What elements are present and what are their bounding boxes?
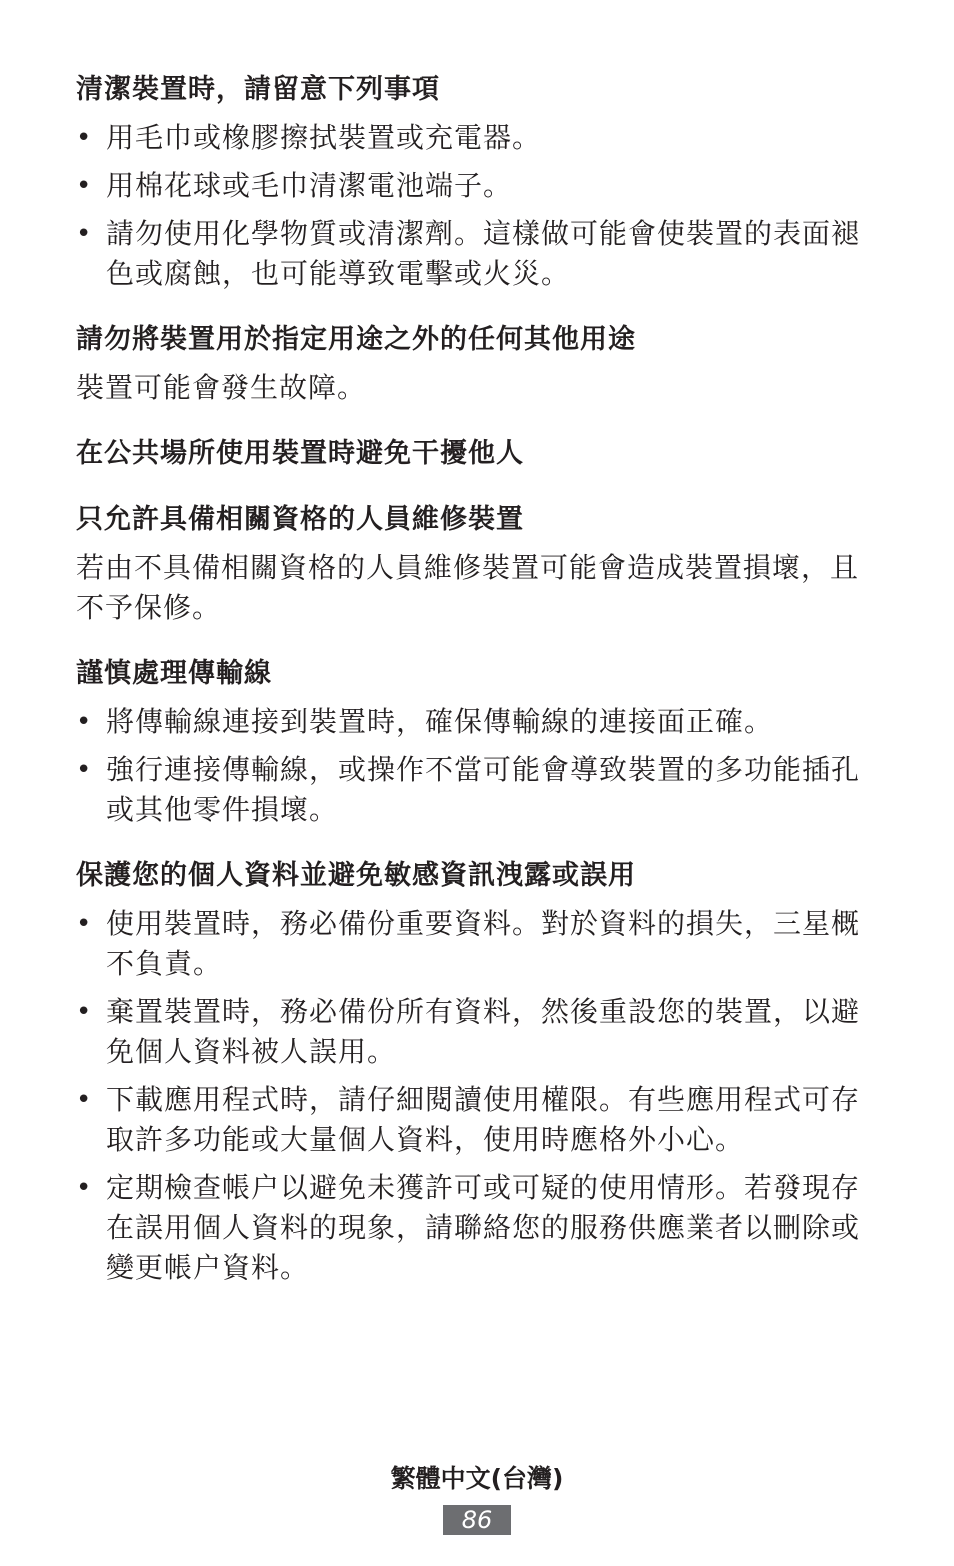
bullet-icon: • xyxy=(76,219,93,249)
list-item: • 定期檢查帳户以避免未獲許可或可疑的使用情形。若發現存在誤用個人資料的現象，請聯絡您的服務供應業者以刪除或變更帳户資料。 xyxy=(76,1168,876,1288)
section-heading-intended-use: 請勿將裝置用於指定用途之外的任何其他用途 xyxy=(76,324,636,355)
cleaning-bullet-list xyxy=(76,118,876,294)
cables-bullet-list xyxy=(76,702,876,830)
document-body xyxy=(76,70,876,1288)
list-item: • 強行連接傳輸線，或操作不當可能會導致裝置的多功能插孔或其他零件損壞。 xyxy=(76,750,876,830)
section-heading-public-use: 在公共場所使用裝置時避免干擾他人 xyxy=(76,438,524,469)
list-item: • 使用裝置時，務必備份重要資料。對於資料的損失，三星概不負責。 xyxy=(76,904,876,984)
bullet-icon: • xyxy=(76,171,93,201)
list-item: • 將傳輸線連接到裝置時，確保傳輸線的連接面正確。 xyxy=(76,702,876,742)
footer-language-label: 繁體中文(台灣) xyxy=(390,1464,564,1493)
section-heading-cables: 謹慎處理傳輸線 xyxy=(76,658,272,689)
bullet-icon: • xyxy=(76,909,93,939)
list-item: • 棄置裝置時，務必備份所有資料，然後重設您的裝置，以避免個人資料被人誤用。 xyxy=(76,992,876,1072)
section-heading-cleaning: 清潔裝置時，請留意下列事項 xyxy=(76,74,440,105)
section-heading-repair: 只允許具備相關資格的人員維修裝置 xyxy=(76,504,524,535)
section-heading-privacy: 保護您的個人資料並避免敏感資訊洩露或誤用 xyxy=(76,860,636,891)
bullet-icon: • xyxy=(76,1085,93,1115)
bullet-icon: • xyxy=(76,755,93,785)
list-item: • 用棉花球或毛巾清潔電池端子。 xyxy=(76,166,876,206)
bullet-icon: • xyxy=(76,707,93,737)
page-number: 86 xyxy=(443,1505,511,1535)
intended-use-paragraph: 裝置可能會發生故障。 xyxy=(76,371,367,404)
list-item: • 下載應用程式時，請仔細閱讀使用權限。有些應用程式可存取許多功能或大量個人資料，使用時應格外小心。 xyxy=(76,1080,876,1160)
privacy-bullet-list xyxy=(76,904,876,1288)
bullet-icon: • xyxy=(76,123,93,153)
bullet-icon: • xyxy=(76,1173,93,1203)
repair-paragraph: 若由不具備相關資格的人員維修裝置可能會造成裝置損壞，且不予保修。 xyxy=(76,551,860,624)
bullet-icon: • xyxy=(76,997,93,1027)
list-item: • 用毛巾或橡膠擦拭裝置或充電器。 xyxy=(76,118,876,158)
list-item: • 請勿使用化學物質或清潔劑。這樣做可能會使裝置的表面褪色或腐蝕，也可能導致電擊或火災。 xyxy=(76,214,876,294)
